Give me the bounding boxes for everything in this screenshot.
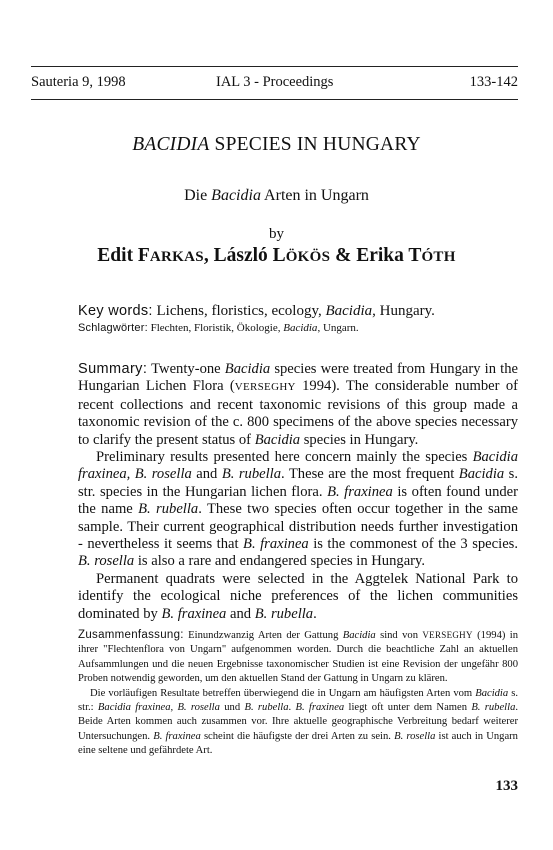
italic-run: B. rubella [221,466,282,483]
keywords-genus: Bacidia [325,303,373,319]
paper-title [0,134,553,156]
subtitle-post: Arten in Ungarn [260,187,369,204]
italic-run: Bacidia [475,687,509,699]
text-run: and [226,605,255,622]
italic-run: Bacidia [342,630,376,641]
author-3-first: & Erika T [330,245,422,266]
author-citation: VERSEGHY [422,630,473,640]
text-run: is often found under the name [78,483,518,518]
zusammenfassung-section [78,628,518,759]
summary-paragraph-2 [78,449,518,571]
text-run: ist auch in Ungarn eine seltene und gefährdete Art. [78,730,518,757]
author-2-first: , László L [203,245,286,266]
italic-run: B. rosella [78,553,135,570]
text-run: . [313,605,317,622]
title-genus: BACIDIA [132,134,210,155]
text-run: s. str. species in the Hungarian lichen flora. [78,466,518,500]
keywords-tail: , Hungary. [372,303,435,319]
zusammenfassung-paragraph-2 [78,687,518,759]
text-run: (1994) in ihrer "Flechtenflora von Ungarn" aufgenommen worden. Durch die beachtliche Zahl an aktuellen Aufsammlungen und die neuen Ergebnisse taxonomischer Studien ist eine Revision der ungefähr 800 Proben notwendig geworden, um den aktuellen Stand der Gattung in Ungarn zu klären. [78,630,519,685]
journal-citation: Sauteria 9, 1998 [31,74,126,90]
keywords-text: Lichens, floristics, ecology, [152,303,326,319]
text-run: Die vorläufigen Resultate betreffen überwiegend die in Ungarn am häufigsten Arten vom [90,687,476,699]
keywords [78,303,435,320]
text-run: liegt oft unter dem Namen [344,702,472,714]
text-run: Einundzwanzig Arten der Gattung [183,630,343,641]
title-rest: SPECIES IN HUNGARY [214,134,421,155]
italic-run: B. fraxinea [295,702,345,714]
italic-run: Bacidia [458,466,505,483]
schlagworter-label: Schlagwörter: [78,322,148,334]
italic-run: Bacidia [254,431,301,448]
text-run: Preliminary results presented here concern mainly the species [96,449,473,466]
italic-run: B. fraxinea [243,536,309,553]
summary-paragraph-1 [78,361,518,449]
header-top-rule [31,66,518,67]
text-run: . These two species often occur together in the same sample. Their current geographical distribution needs further investigation - nevertheless it seems that [78,501,518,553]
zusammenfassung-paragraph-1 [78,628,518,687]
text-run: species were treated from Hungary in the Hungarian Lichen Flora ( [78,361,518,395]
header-bottom-rule [31,99,518,100]
text-run: Permanent quadrats were selected in the Aggtelek National Park to identify the ecological niche preferences of the lichen communities dominated by [78,570,518,622]
page-number: 133 [495,778,518,794]
author-list [0,245,553,267]
text-run: and [191,466,222,483]
page-range: 133-142 [469,74,518,90]
italic-run: B. fraxinea [327,483,393,500]
summary-paragraph-3 [78,571,518,623]
italic-run: B. fraxinea [161,605,227,622]
text-run: . Beide Arten kommen auch zusammen vor. Ihre aktuelle geographische Verbreitung bedarf weiterer Untersuchungen. [78,702,519,742]
author-citation: VERSEGHY [234,381,296,394]
text-run: scheint die häufigste der drei Arten zu sein. [200,730,395,742]
author-1-first: Edit F [97,245,150,266]
text-run: . [288,702,296,714]
italic-run: Bacidia [224,361,271,377]
text-run: is also a rare and endangered species in Hungary. [134,553,426,570]
italic-run: B. rubella [254,605,314,622]
italic-run: B. rubella [138,501,199,518]
text-run: s. str.: [78,687,518,714]
text-run: und [219,702,245,714]
schlagworter-text: Flechten, Floristik, Ökologie, [147,322,284,334]
text-run: sind von [375,630,423,641]
author-1-surname: ARKAS [149,249,204,265]
summary-label: Summary: [78,361,148,377]
author-2-surname: ÖKÖS [285,249,331,265]
schlagworter-tail: , Ungarn. [317,322,359,334]
italic-run: Bacidia fraxinea, B. rosella [97,702,220,714]
text-run: . These are the most frequent [281,466,459,483]
summary-section [78,361,518,623]
text-run: 1994). The considerable number of recent collections and recent taxonomic revisions of this group made a taxonomic revision of the c. 800 specimens of the above species necessary to clarify the present status of [78,378,518,448]
author-3-surname: ÓTH [421,249,456,265]
subtitle-pre: Die [184,187,212,204]
proceedings-label: IAL 3 - Proceedings [216,74,334,90]
keywords-label: Key words: [78,303,153,319]
paper-subtitle [0,187,553,205]
italic-run: B. rubella [471,702,516,714]
italic-run: B. rosella [394,730,436,742]
subtitle-genus: Bacidia [211,187,261,204]
by-line: by [269,226,284,242]
italic-run: Bacidia fraxinea, B. rosella [78,449,518,483]
running-header [31,74,518,92]
text-run: species in Hungary. [300,431,419,448]
zusammenfassung-label: Zusammenfassung: [78,629,184,641]
italic-run: B. fraxinea [153,730,201,742]
schlagworter [78,322,359,334]
text-run: Twenty-one [147,361,225,377]
italic-run: B. rubella [244,702,289,714]
schlagworter-genus: Bacidia [283,322,318,334]
text-run: is the commonest of the 3 species. [308,536,518,553]
